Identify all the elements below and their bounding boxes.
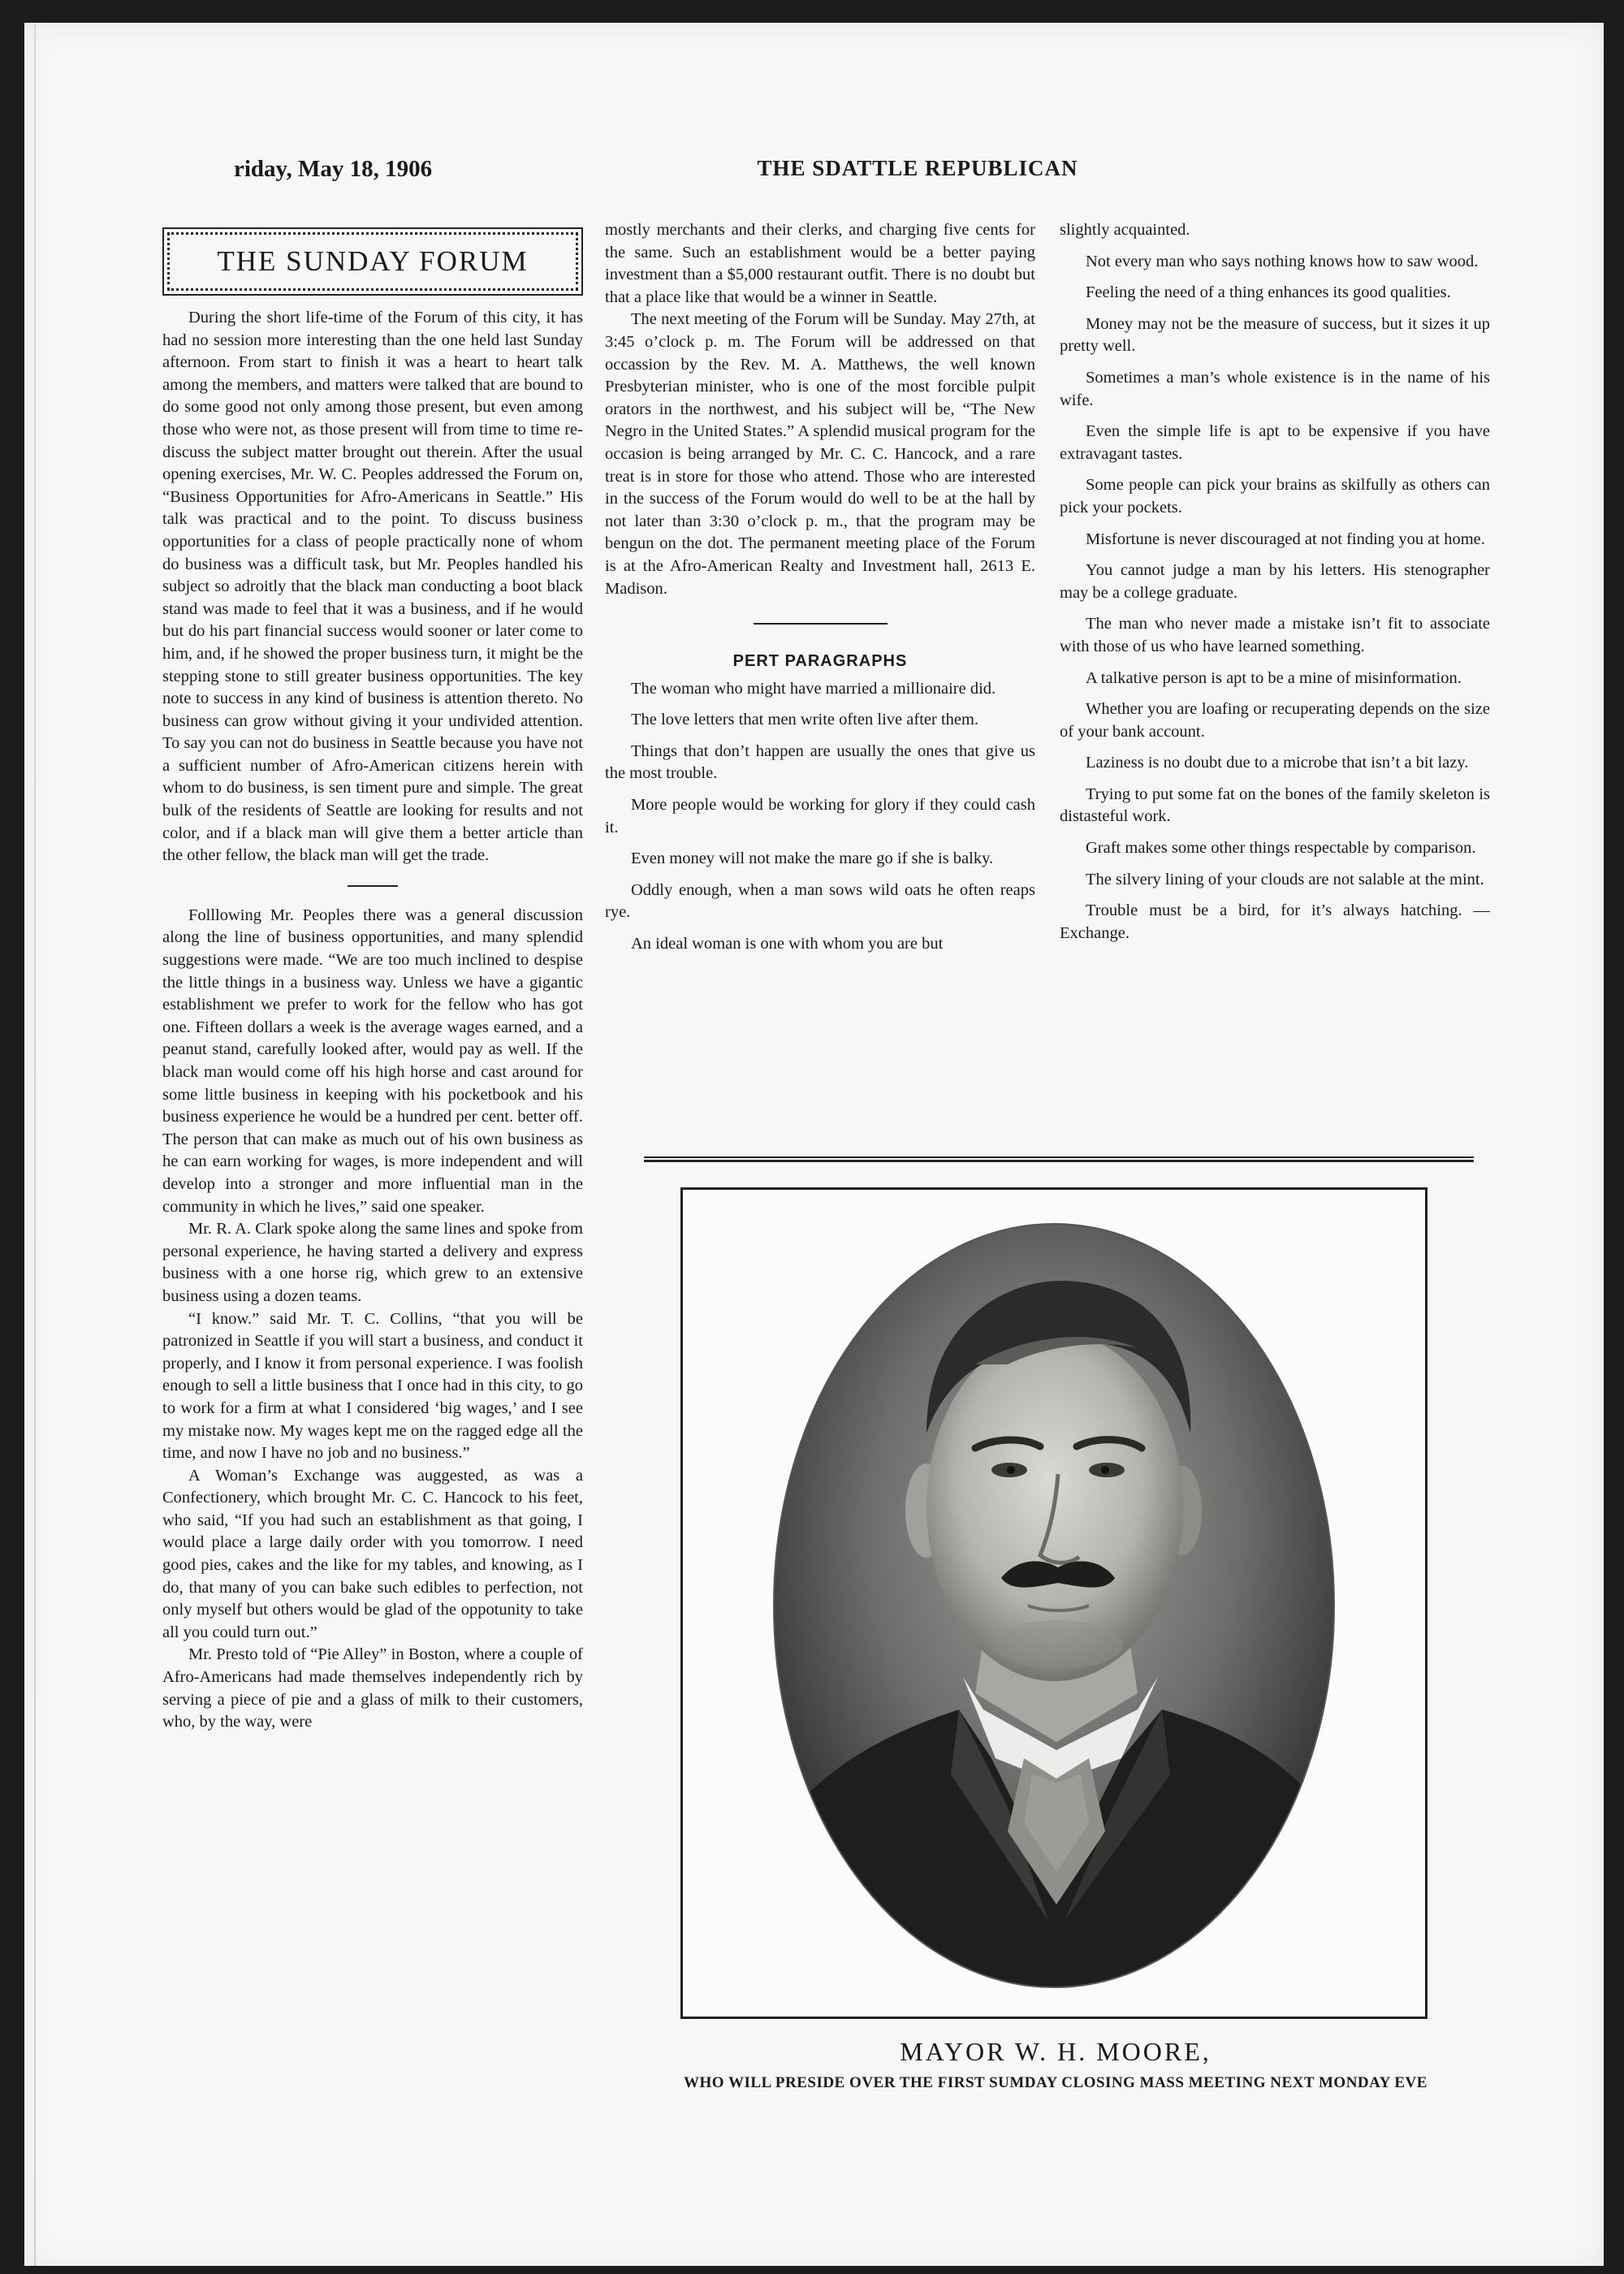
pert-item: The silvery lining of your clouds are not salable at the mint. [1086,870,1484,888]
pert-item: Oddly enough, when a man sows wild oats he often reaps rye. [605,880,1035,922]
pert-item: The love letters that men write often live after them. [631,711,979,729]
double-rule-divider [644,1156,1474,1162]
section-divider [754,623,888,625]
pert-paragraphs-heading: PERT PARAGRAPHS [732,652,908,671]
pert-item: Not every man who says nothing knows how to saw wood. [1086,252,1479,270]
page-fold-line [34,23,36,2266]
forum-continuation-paragraph: The next meeting of the Forum will be Sunday. May 27th, at 3:45 o’clock p. m. The Forum will be addressed on that occassion by the Rev. M. A. Matthews, the well known Presbyterian minister, who is one of the most forcible pulpit orators in the northwest, and his subject will be, “The New Negro in the United States.” A splendid musical program for the occasion is being arranged by Mr. C. C. Hancock, and a rare treat is in store for those who attend. Those who are interested in the success of the Forum would do well to be at the hall by not later than 3:30 o’clock p. m., that the program may be bengun on the dot. The permanent meeting place of the Forum is at the Afro-American Realty and Investment hall, 2613 E. Madison. [605,310,1035,598]
section-divider [348,885,398,887]
pert-item: Laziness is no doubt due to a microbe that isn’t a bit lazy. [1086,754,1469,772]
forum-paragraph: Mr. Presto told of “Pie Alley” in Boston, where a couple of Afro-Americans had made themselves independently rich by serving a piece of pie and a glass of milk to their customers, who, by the way, were [162,1645,583,1731]
pert-item: Misfortune is never discouraged at not finding you at home. [1086,530,1485,548]
column-1 [162,307,583,1734]
forum-paragraph: During the short life-time of the Forum of this city, it has had no session more interesting than the one held last Sunday afternoon. From start to finish it was a heart to heart talk among the members, and matters were talked that are bound to do some good not only among those present, but even among those who were not, as those present will from time to time re-discuss the subject matter brought out therein. After the usual opening exercises, Mr. W. C. Peoples addressed the Forum on, “Business Opportunities for Afro-Americans in Seattle.” His talk was practical and to the point. To discuss business opportunities for a class of people practically none of whom do business was a difficult task, but Mr. Peoples handled his subject so adroitly that the black man conducting a boot black stand was made to feel that it was a business, and if he would but do his part financial success would sooner or later come to him, and, if he showed the proper business turn, it might be the stepping stone to still greater business opportunities. The key note to success in any kind of business is attention thereto. No business can grow without giving it your undivided attention. To say you can not do business in Seattle because you have not a sufficient number of Afro-American citizens herein with whom to do business, is sen timent pure and simple. The great bulk of the residents of Seattle are looking for results and not color, and if a black man will give them a better article than the other fellow, the black man will get the trade. [162,309,583,865]
pert-item: slightly acquainted. [1060,221,1190,239]
pert-item: Trying to put some fat on the bones of the family skeleton is distasteful work. [1060,785,1490,826]
pert-item: The woman who might have married a millionaire did. [631,679,996,698]
pert-item: Trouble must be a bird, for it’s always hatching. —Exchange. [1060,901,1490,942]
pert-item: Graft makes some other things respectable by comparison. [1086,839,1476,858]
pert-item: Even the simple life is apt to be expensive if you have extravagant tastes. [1060,422,1490,463]
forum-title-box [162,227,583,296]
newspaper-masthead: THE SDATTLE REPUBLICAN [757,156,1078,180]
pert-item: An ideal woman is one with whom you are but [631,935,944,953]
pert-item: Sometimes a man’s whole existence is in the name of his wife. [1060,368,1490,409]
pert-item: Things that don’t happen are usually the ones that give us the most trouble. [605,741,1035,783]
forum-continuation-paragraph: mostly merchants and their clerks, and charging five cents for the same. Such an establishment would be a better paying investment than a $5,000 restaurant outfit. There is no doubt but that a place like that would be a winner in Seattle. [605,221,1035,306]
forum-paragraph: A Woman’s Exchange was auggested, as was a Confectionery, which brought Mr. C. C. Hancock to his feet, who said, “If you had such an establishment as that going, I would place a large daily order with you tomorrow. I need good pies, cakes and the like for my tables, and knowing, as I do, that many of you can bake such edibles to perfection, not only myself but others would be glad of the oppotunity to take all you could turn out.” [162,1466,583,1641]
forum-title: THE SUNDAY FORUM [217,245,529,277]
column-2 [605,219,1035,965]
forum-paragraph: Folllowing Mr. Peoples there was a general discussion along the line of business opportunities, and many splendid suggestions were made. “We are too much inclined to despise the little things in a business way. Unless we have a gigantic establishment we prefer to work for the fellow who has got one. Fifteen dollars a week is the average wages earned, and a peanut stand, carefully looked after, would pay as well. If the black man would come off his high horse and cast around for some little business in keeping with his pocketbook and his business experience he would be a hundred per cent. better off. The person that can make as much out of his own business as he can earn working for wages, is more independent and will develop into a stronger and more influential man in the community in which he lives,” said one speaker. [162,906,583,1216]
pert-item: Even money will not make the mare go if she is balky. [631,850,994,868]
pert-item: You cannot judge a man by his letters. His stenographer may be a college graduate. [1060,561,1490,602]
portrait-frame [680,1187,1427,2019]
forum-paragraph: “I know.” said Mr. T. C. Collins, “that you will be patronized in Seattle if you will start a business, and conduct it properly, and I know it from personal experience. I was foolish enough to sell a little business that I once had in this city, to go to work for a firm at what I considered ‘big wages,’ and I see my mistake now. My wages kept me on the ragged edge all the time, and now I have no job and no business.” [162,1309,583,1463]
pert-item: Some people can pick your brains as skilfully as others can pick your pockets. [1060,476,1490,517]
column-3 [1060,219,1490,953]
forum-paragraph: Mr. R. A. Clark spoke along the same lines and spoke from personal experience, he having started a delivery and express business with a one horse rig, which grew to an extensive business using a dozen teams. [162,1220,583,1305]
portrait-caption-subtitle: WHO WILL PRESIDE OVER THE FIRST SUMDAY CLOSING MASS MEETING NEXT MONDAY EVE [684,2074,1427,2091]
pert-item: Whether you are loafing or recuperating depends on the size of your bank account. [1060,700,1490,741]
pert-item: A talkative person is apt to be a mine of misinformation. [1086,668,1462,687]
pert-item: More people would be working for glory if they could cash it. [605,796,1035,837]
portrait-caption-name: MAYOR W. H. MOORE, [900,2037,1212,2066]
pert-item: Feeling the need of a thing enhances its good qualities. [1086,283,1451,302]
mayor-portrait-image [683,1190,1425,2017]
handwriting-bleed-through: ​ [266,76,270,163]
issue-date: riday, May 18, 1906 [234,156,433,182]
pert-item: The man who never made a mistake isn’t fit to associate with those of us who have learned something. [1060,615,1490,655]
pert-item: Money may not be the measure of success, but it sizes it up pretty well. [1060,314,1490,356]
